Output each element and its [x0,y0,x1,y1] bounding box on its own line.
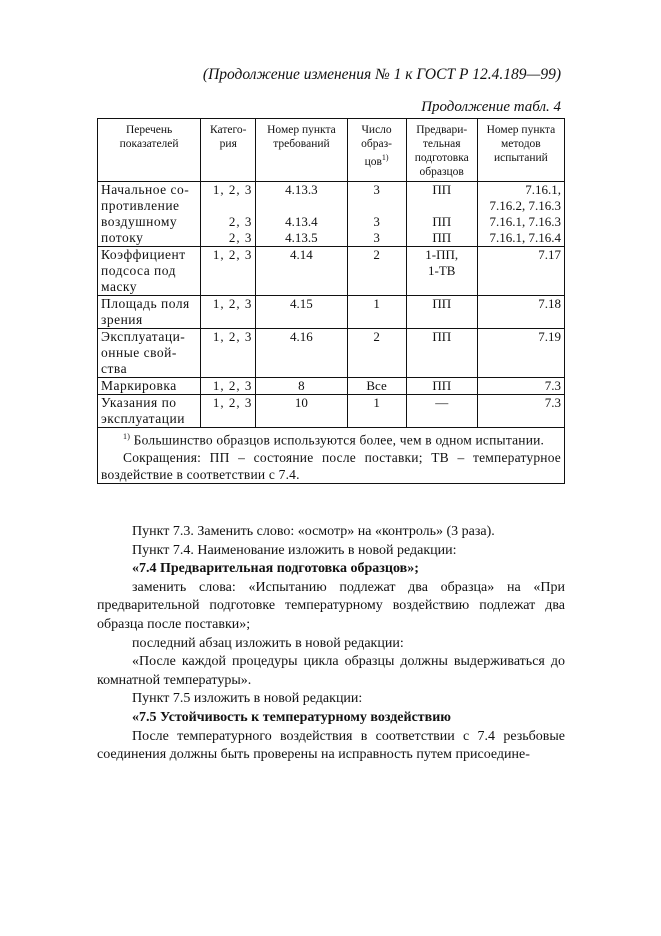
requirement-line [259,198,343,214]
cell-category [201,247,256,296]
col-header-requirement-clause: Номер пункта требований [256,119,347,182]
cell-name [98,329,201,378]
preconditioning-line: 1-ТВ [427,263,456,278]
table-body [98,182,565,428]
cell-sample-count [347,247,406,296]
cell-sample-count [347,182,406,247]
document-running-header: (Продолжение изменения № 1 к ГОСТ Р 12.4.189—99) [202,66,561,83]
cell-test-method [477,329,564,378]
cell-test-method [477,182,564,247]
test-method-line: 7.16.1, [525,182,561,197]
cell-preconditioning [406,182,477,247]
category-line: 1, 2, 3 [212,182,253,197]
name-line: противление [101,198,180,213]
cell-preconditioning [406,247,477,296]
test-method-line: 7.16.1, 7.16.4 [489,230,561,245]
preconditioning-line: — [435,395,449,410]
category-line: 1, 2, 3 [212,296,253,311]
cell-sample-count [347,395,406,428]
cell-preconditioning [406,296,477,329]
col-header-preconditioning: Предвари-тельная подготовка образцов [406,119,477,182]
table-footnote-cell [98,428,565,484]
test-method-line: 7.19 [538,329,561,344]
footnote-mark: 1) [381,153,389,162]
preconditioning-line: ПП [432,230,452,245]
cell-requirement [256,182,347,247]
category-line: 1, 2, 3 [212,247,253,262]
name-line: Маркировка [101,378,177,393]
cell-test-method [477,296,564,329]
name-line: Указания по [101,395,177,410]
category-line: 2, 3 [228,214,253,229]
table-row [98,296,565,329]
table-row [98,378,565,395]
cell-name [98,395,201,428]
preconditioning-line: ПП [432,182,452,197]
test-method-line: 7.3 [544,395,561,410]
requirement-line: 4.15 [290,296,313,311]
cell-category [201,378,256,395]
requirement-line: 10 [294,395,308,410]
category-line [204,198,252,214]
name-line: маску [101,279,138,294]
test-method-line: 7.17 [538,247,561,262]
sample-count-line: 2 [373,247,380,262]
cell-requirement [256,329,347,378]
name-line: Коэффициент [101,247,186,262]
col-header-indicators: Перечень показателей [98,119,201,182]
table-row [98,247,565,296]
sample-count-line: 3 [373,214,380,229]
name-line: ства [101,361,128,376]
heading-7-4: «7.4 Предварительная подготовка образцов»; [132,561,419,577]
cell-test-method [477,247,564,296]
requirement-line: 4.13.5 [285,230,318,245]
table-header-row [98,119,565,182]
cell-preconditioning [406,395,477,428]
test-method-line: 7.18 [538,296,561,311]
category-line: 1, 2, 3 [212,378,253,393]
category-line: 1, 2, 3 [212,329,253,344]
cell-requirement [256,247,347,296]
paragraph-thread-check: После температурного воздействия в соответствии с 7.4 резьбовые соединения должны быть проверены на исправность путем присоедине- [97,728,565,763]
cell-category [201,395,256,428]
cell-name [98,247,201,296]
test-method-line: 7.16.2, 7.16.3 [489,198,561,213]
name-line: онные свой- [101,345,177,360]
indicators-table [97,118,565,484]
cell-sample-count [347,329,406,378]
cell-sample-count [347,296,406,329]
footnote-text [101,428,561,449]
cell-sample-count [347,378,406,395]
cell-test-method [477,395,564,428]
table-footnote-row [98,428,565,484]
preconditioning-line: ПП [432,296,452,311]
table-row [98,395,565,428]
heading-7-5: «7.5 Устойчивость к температурному воздействию [132,709,451,725]
test-method-line: 7.16.1, 7.16.3 [489,214,561,229]
cell-preconditioning [406,378,477,395]
sample-count-line: Все [366,378,387,393]
name-line: Эксплуатаци- [101,329,186,344]
paragraph-last-abzac: последний абзац изложить в новой редакции: [132,635,404,651]
preconditioning-line: ПП [432,329,452,344]
paragraph-replace-words: заменить слова: «Испытанию подлежат два образца» на «При предварительной подготовке температурному воздействию подлежат два образца после поставки»; [97,579,565,632]
col-header-test-method-clause: Номер пункта методов испытаний [477,119,564,182]
sample-count-line: 3 [373,230,380,245]
preconditioning-line: ПП [432,214,452,229]
cell-name [98,296,201,329]
name-line: воздушному [101,214,178,229]
requirement-line: 4.16 [290,329,313,344]
col-header-category: Катего-рия [201,119,256,182]
table-continuation-label: Продолжение табл. 4 [421,99,561,115]
requirement-line: 4.13.4 [285,214,318,229]
table-row [98,329,565,378]
sample-count-line: 1 [373,395,380,410]
name-line: эксплуатации [101,411,185,426]
cell-requirement [256,378,347,395]
test-method-line: 7.3 [544,378,561,393]
name-line: зрения [101,312,143,327]
cell-requirement [256,296,347,329]
sample-count-line: 3 [373,182,380,197]
cell-requirement [256,395,347,428]
preconditioning-line: 1-ПП, [425,247,459,262]
footnote-mark: 1) [123,432,131,441]
name-line: Площадь поля [101,296,190,311]
sample-count-line: 1 [373,296,380,311]
requirement-line: 4.13.3 [285,182,318,197]
name-line: потоку [101,230,144,245]
col-header-sample-count [347,119,406,182]
name-line: Начальное со- [101,182,190,197]
sample-count-line [351,198,403,214]
cell-category [201,329,256,378]
paragraph-7-4-intro: Пункт 7.4. Наименование изложить в новой редакции: [132,542,457,558]
cell-category [201,296,256,329]
category-line: 2, 3 [228,230,253,245]
requirement-line: 8 [298,378,305,393]
footnote-body: Большинство образцов используются более, чем в одном испытании. [130,432,545,448]
col-header-sample-count-text: Число образ-цов [361,124,392,168]
abbreviations-note: Сокращения: ПП – состояние после поставки; ТВ – температурное воздействие в соответствии с 7.4. [101,449,561,482]
amendment-text [97,523,565,765]
cell-name [98,378,201,395]
preconditioning-line [410,198,474,214]
paragraph-7-5-intro: Пункт 7.5 изложить в новой редакции: [132,691,363,707]
cell-test-method [477,378,564,395]
paragraph-procedure-cycle: «После каждой процедуры цикла образцы должны выдерживаться до комнатной температуры». [97,654,565,688]
name-line: подсоса под [101,263,177,278]
requirement-line: 4.14 [290,247,313,262]
table-row [98,182,565,247]
category-line: 1, 2, 3 [212,395,253,410]
cell-category [201,182,256,247]
preconditioning-line: ПП [432,378,452,393]
sample-count-line: 2 [373,329,380,344]
paragraph-7-3: Пункт 7.3. Заменить слово: «осмотр» на «контроль» (3 раза). [132,524,495,539]
cell-preconditioning [406,329,477,378]
cell-name [98,182,201,247]
